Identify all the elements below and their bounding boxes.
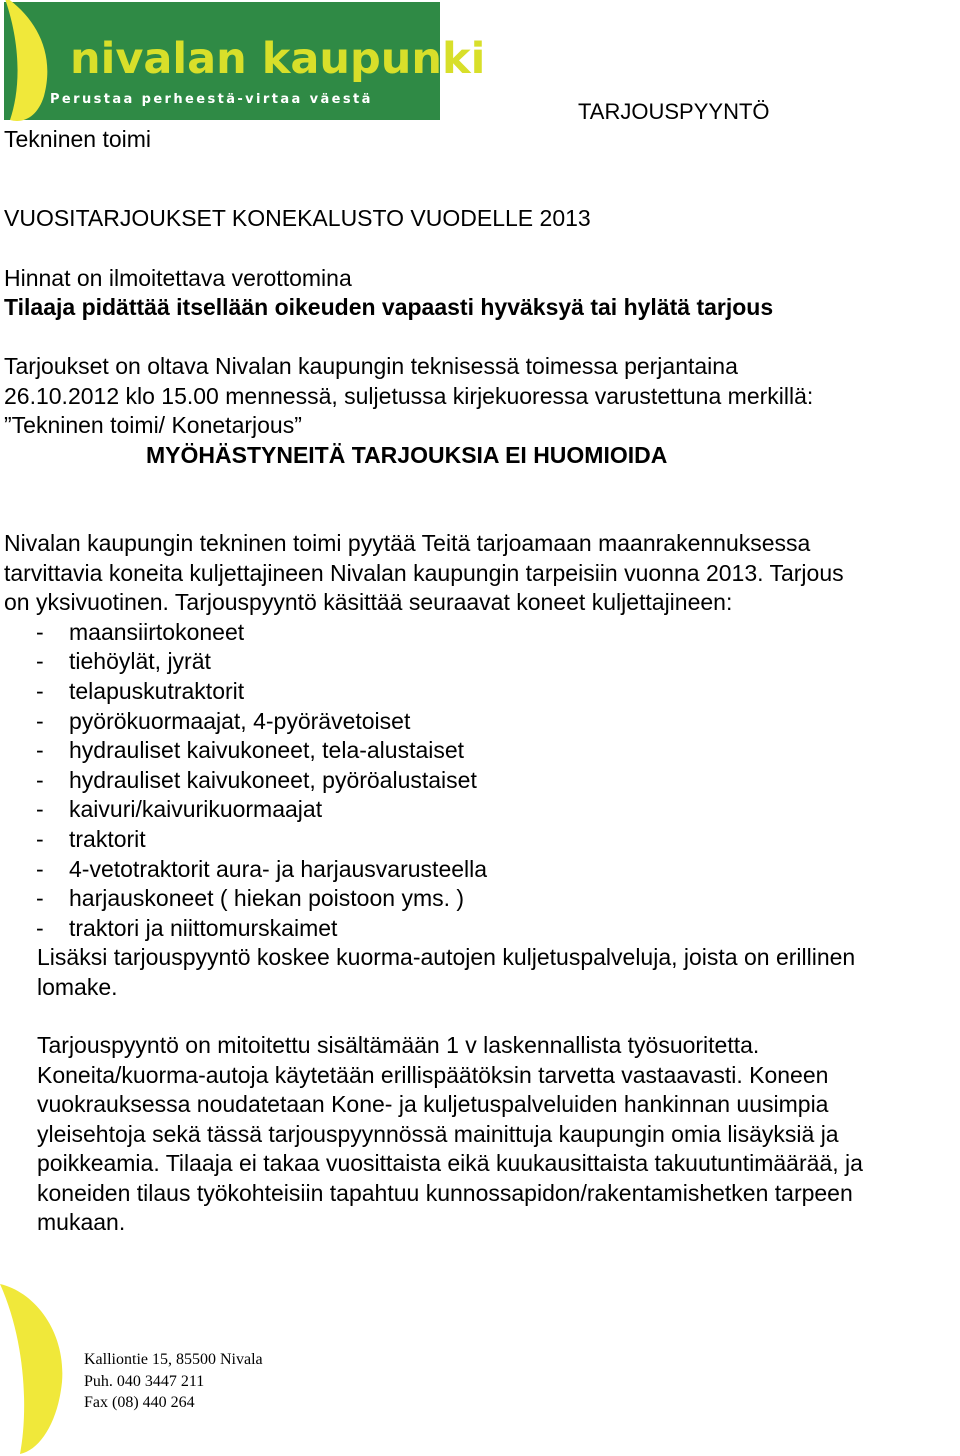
submission-line-2: 26.10.2012 klo 15.00 mennessä, suljetussa kirjekuoressa varustettuna merkillä: — [4, 383, 814, 409]
terms-line: vuokrauksessa noudatetaan Kone- ja kuljetuspalveluiden hankinnan uusimpia — [37, 1091, 829, 1117]
list-item: - kaivuri/kaivurikuormaajat — [36, 796, 323, 823]
additional-line: lomake. — [37, 973, 118, 1000]
late-offers-warning: MYÖHÄSTYNEITÄ TARJOUKSIA EI HUOMIOIDA — [146, 442, 668, 468]
list-item: - traktorit — [36, 825, 146, 852]
submission-line-3: ”Tekninen toimi/ Konetarjous” — [4, 412, 302, 438]
terms-line: poikkeamia. Tilaaja ei takaa vuosittaista eikä kuukausittaista takuutuntimäärää, ja — [37, 1150, 863, 1176]
leaf-logo-icon — [0, 0, 74, 126]
footer-phone: Puh. 040 3447 211 — [84, 1372, 205, 1390]
list-item: - tiehöylät, jyrät — [36, 648, 211, 675]
list-item: - 4-vetotraktorit aura- ja harjausvarusteella — [36, 855, 488, 882]
list-item: - telapuskutraktorit — [36, 677, 245, 704]
logo-tagline: Perustaa perheestä-virtaa väestä — [50, 92, 373, 107]
document-title: VUOSITARJOUKSET KONEKALUSTO VUODELLE 2013 — [4, 205, 591, 231]
list-item: - pyörökuormaajat, 4-pyörävetoiset — [36, 707, 411, 734]
request-body — [4, 529, 960, 1003]
rights-note: Tilaaja pidättää itsellään oikeuden vapaasti hyväksyä tai hylätä tarjous — [4, 294, 774, 320]
price-note: Hinnat on ilmoitettava verottomina — [4, 265, 352, 291]
footer-contact — [84, 1349, 263, 1414]
terms-line: Tarjouspyyntö on mitoitettu sisältämään 1 v laskennallista työsuoritetta. — [37, 1032, 760, 1058]
machine-list — [4, 618, 960, 944]
additional-line: Lisäksi tarjouspyyntö koskee kuorma-autojen kuljetuspalveluja, joista on erillinen — [37, 944, 856, 971]
footer-address: Kalliontie 15, 85500 Nivala — [84, 1351, 263, 1368]
list-item: - hydrauliset kaivukoneet, pyöröalustaiset — [36, 766, 477, 793]
department: Tekninen toimi — [4, 126, 152, 152]
list-item: - harjauskoneet ( hiekan poistoon yms. ) — [36, 885, 465, 912]
list-item: - traktori ja niittomurskaimet — [36, 914, 338, 941]
footer-fax: Fax (08) 440 264 — [84, 1394, 195, 1411]
footer-leaf-icon — [0, 1282, 80, 1456]
list-item: - hydrauliset kaivukoneet, tela-alustaiset — [36, 737, 465, 764]
terms-line: Koneita/kuorma-autoja käytetään erillispäätöksin tarvetta vastaavasti. Koneen — [37, 1061, 829, 1088]
list-item: - maansiirtokoneet — [36, 618, 245, 645]
city-logo — [4, 2, 486, 120]
document-type: TARJOUSPYYNTÖ — [578, 99, 770, 124]
submission-line-1: Tarjoukset on oltava Nivalan kaupungin teknisessä toimessa perjantaina — [4, 353, 738, 379]
intro-line: tarvittavia koneita kuljettajineen Nivalan kaupungin tarpeisiin vuonna 2013. Tarjous — [4, 559, 844, 586]
intro-line: Nivalan kaupungin tekninen toimi pyytää Teitä tarjoamaan maanrakennuksessa — [4, 530, 811, 556]
terms-line: yleisehtoja sekä tässä tarjouspyynnössä mainittuja kaupungin omia lisäyksiä ja — [37, 1120, 839, 1147]
terms-paragraph — [37, 1031, 960, 1238]
intro-line: on yksivuotinen. Tarjouspyyntö käsittää seuraavat koneet kuljettajineen: — [4, 589, 733, 616]
terms-line: mukaan. — [37, 1209, 126, 1235]
terms-line: koneiden tilaus työkohteisiin tapahtuu kunnossapidon/rakentamishetken tarpeen — [37, 1179, 853, 1206]
logo-name: nivalan kaupunki — [70, 34, 486, 84]
